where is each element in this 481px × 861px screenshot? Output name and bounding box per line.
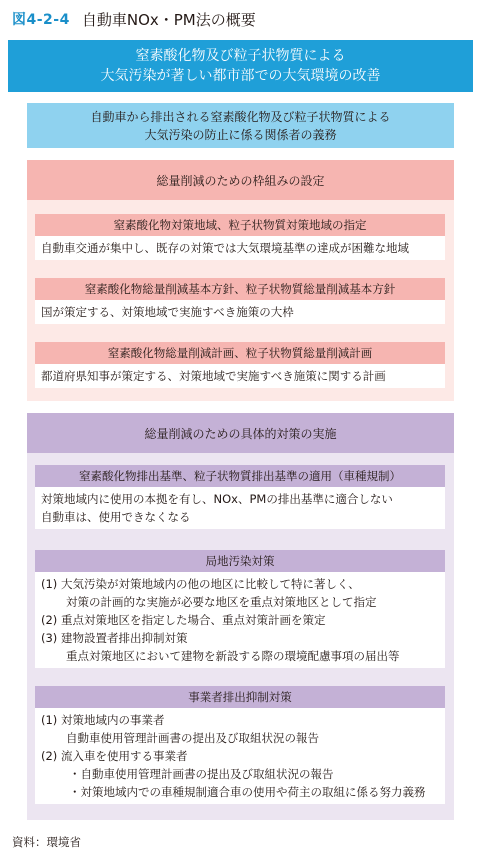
reduction-plan-text: 都道府県知事が策定する、対策地域で実施すべき施策に関する計画 <box>41 369 386 383</box>
local-pollution-line-3: (2) 重点対策地区を指定した場合、重点対策計画を策定 <box>41 613 326 627</box>
local-pollution-card <box>35 550 445 668</box>
basic-policy-title: 窒素酸化物総量削減基本方針、粒子状物質総量削減基本方針 <box>35 278 445 300</box>
framework-section <box>27 160 454 401</box>
area-designation-card <box>35 214 445 260</box>
goal-line-2: 大気汚染が著しい都市部での大気環境の改善 <box>100 68 381 84</box>
vehicle-regulation-title: 窒素酸化物排出基準、粒子状物質排出基準の適用（車種規制） <box>35 465 445 487</box>
figure-number: 図4-2-4 <box>12 12 70 28</box>
business-measures-card <box>35 686 445 804</box>
business-measures-line-3: (2) 流入車を使用する事業者 <box>41 749 188 763</box>
framework-heading: 総量削減のための枠組みの設定 <box>27 160 454 200</box>
local-pollution-title: 局地汚染対策 <box>35 550 445 572</box>
goal-banner <box>8 40 473 92</box>
business-measures-line-2: 自動車使用管理計画書の提出及び取組状況の報告 <box>66 731 319 745</box>
business-measures-line-4: ・自動車使用管理計画書の提出及び取組状況の報告 <box>69 767 334 781</box>
local-pollution-line-4: (3) 建物設置者排出抑制対策 <box>41 631 188 645</box>
measures-heading: 総量削減のための具体的対策の実施 <box>27 413 454 453</box>
measures-section <box>27 413 454 820</box>
vehicle-regulation-card <box>35 465 445 529</box>
local-pollution-line-1: (1) 大気汚染が対策地域内の他の地区に比較して特に著しく、 <box>41 577 360 591</box>
reduction-plan-card <box>35 342 445 388</box>
reduction-plan-title: 窒素酸化物総量削減計画、粒子状物質総量削減計画 <box>35 342 445 364</box>
area-designation-title: 窒素酸化物対策地域、粒子状物質対策地域の指定 <box>35 214 445 236</box>
basic-policy-text: 国が策定する、対策地域で実施すべき施策の大枠 <box>41 305 294 319</box>
duty-line-2: 大気汚染の防止に係る関係者の義務 <box>144 127 337 142</box>
local-pollution-line-5: 重点対策地区において建物を新設する際の環境配慮事項の届出等 <box>66 649 400 663</box>
duty-box <box>27 103 454 148</box>
basic-policy-card <box>35 278 445 324</box>
source-note: 資料：環境省 <box>12 835 81 849</box>
figure-title: 自動車NOx・PM法の概要 <box>81 10 256 29</box>
goal-line-1: 窒素酸化物及び粒子状物質による <box>135 48 346 64</box>
area-designation-text: 自動車交通が集中し、既存の対策では大気環境基準の達成が困難な地域 <box>41 241 409 255</box>
business-measures-line-5: ・対策地域内での車種規制適合車の使用や荷主の取組に係る努力義務 <box>69 785 426 799</box>
vehicle-regulation-line-1: 対策地域内に使用の本拠を有し、NOx、PMの排出基準に適合しない <box>41 492 393 506</box>
figure-title-row <box>12 8 256 30</box>
business-measures-line-1: (1) 対策地域内の事業者 <box>41 713 165 727</box>
business-measures-title: 事業者排出抑制対策 <box>35 686 445 708</box>
local-pollution-line-2: 対策の計画的な実施が必要な地区を重点対策地区として指定 <box>66 595 377 609</box>
vehicle-regulation-line-2: 自動車は、使用できなくなる <box>41 510 191 524</box>
duty-line-1: 自動車から排出される窒素酸化物及び粒子状物質による <box>90 109 391 124</box>
